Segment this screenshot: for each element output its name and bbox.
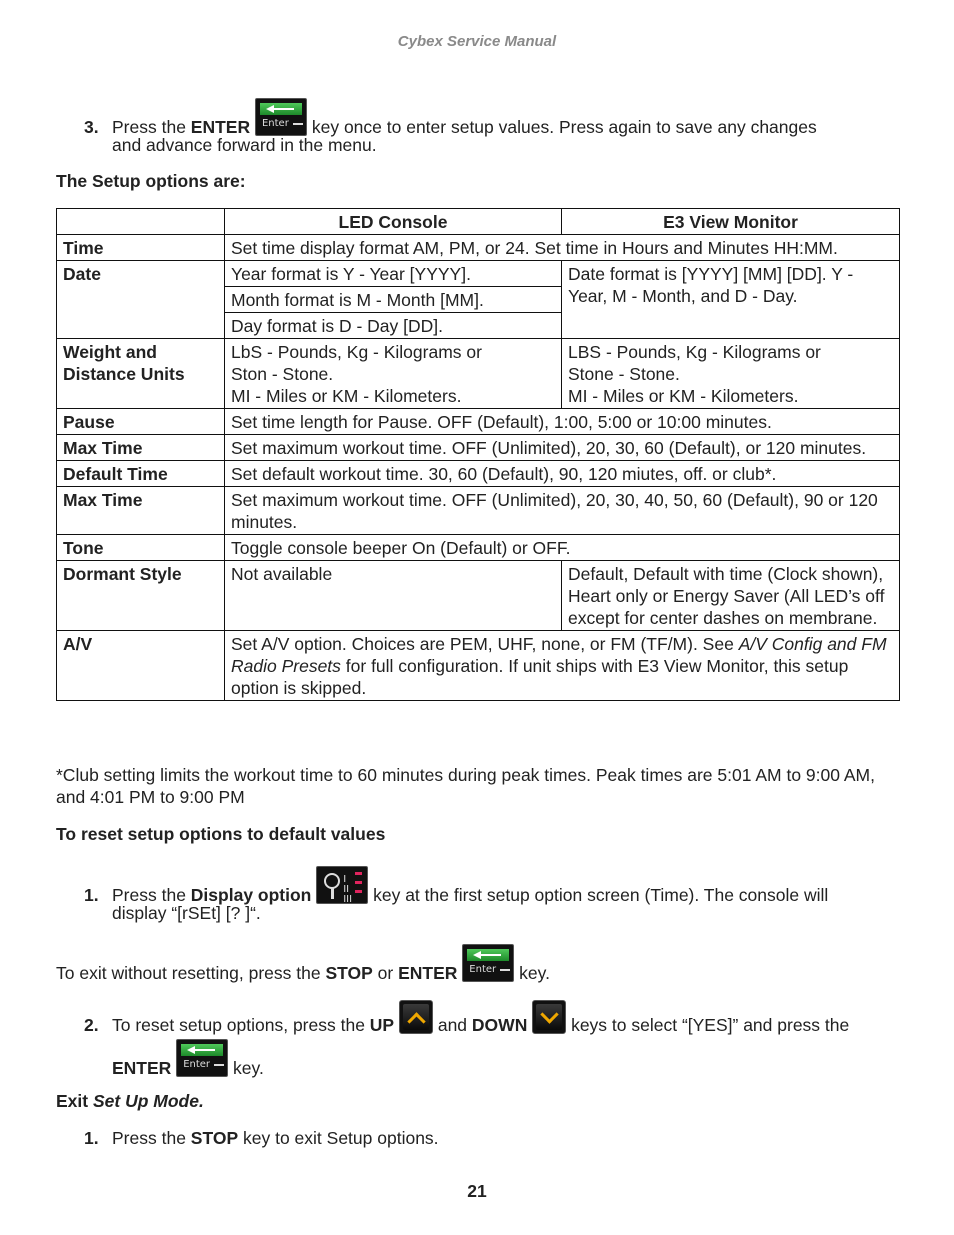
row-label: A/V — [57, 631, 225, 701]
weight-e3: LBS - Pounds, Kg - Kilograms or Stone - Stone. MI - Miles or KM - Kilometers. — [562, 339, 900, 409]
footnote: *Club setting limits the workout time to 60 minutes during peak times. Peak times are 5:01 AM to 9:00 AM, and 4:01 PM to 9:00 PM — [56, 765, 875, 807]
exit-setup-heading: Exit Set Up Mode. — [56, 1091, 204, 1111]
date-led-year: Year format is Y - Year [YYYY]. — [225, 261, 562, 287]
date-e3: Date format is [YYYY] [MM] [DD]. Y - Year, M - Month, and D - Day. — [562, 261, 900, 339]
down-arrow-key-icon — [532, 1000, 566, 1034]
date-led-day: Day format is D - Day [DD]. — [225, 313, 562, 339]
row-label: Dormant Style — [57, 561, 225, 631]
display-option-key-name: Display option — [190, 885, 312, 905]
reset-step-1: 1. Press the Display option I II III key at the first setup option screen (Time). The console will — [84, 866, 914, 906]
row-text: Set maximum workout time. OFF (Unlimited), 20, 30, 40, 50, 60 (Default), 90 or 120 minutes. — [225, 487, 900, 535]
reset-step-1-line2: display “[rSEt] [? ]“. — [112, 903, 261, 923]
row-text: Set A/V option. Choices are PEM, UHF, none, or FM (TF/M). See A/V Config and FM Radio Presets for full configuration. If unit ships with E3 View Monitor, this setup option is skipped. — [225, 631, 900, 701]
table-row-max-time-2 — [57, 487, 900, 535]
exit-step-1: 1. Press the STOP key to exit Setup options. — [84, 1128, 439, 1148]
dormant-e3: Default, Default with time (Clock shown), Heart only or Energy Saver (All LED’s off except for center dashes on membrane. — [562, 561, 900, 631]
setup-options-heading: The Setup options are: — [56, 171, 246, 191]
row-label: Tone — [57, 535, 225, 561]
up-key-name: UP — [369, 1015, 395, 1035]
row-text: Toggle console beeper On (Default) or OFF. — [225, 535, 900, 561]
reset-step-2-line2: ENTER Enter key. — [112, 1039, 264, 1079]
row-text: Set time length for Pause. OFF (Default), 1:00, 5:00 or 10:00 minutes. — [225, 409, 900, 435]
av-config-reference: A/V Config and FM Radio Presets — [231, 634, 887, 676]
step-number: 2. — [84, 1015, 99, 1035]
reset-heading: To reset setup options to default values — [56, 824, 386, 844]
display-option-key-icon: I II III — [316, 866, 368, 904]
table-header-row — [57, 209, 900, 235]
row-label: Default Time — [57, 461, 225, 487]
down-key-name: DOWN — [471, 1015, 528, 1035]
enter-key-name: ENTER — [398, 963, 458, 983]
step-3-line2: and advance forward in the menu. — [112, 135, 377, 155]
table-row-default-time — [57, 461, 900, 487]
table-row-date — [57, 261, 900, 287]
exit-without-reset: To exit without resetting, press the STOP or ENTER Enter key. — [56, 944, 886, 984]
table-header-led: LED Console — [225, 209, 562, 235]
enter-key-icon: Enter — [462, 944, 514, 982]
enter-key-icon: Enter — [176, 1039, 228, 1077]
enter-key-name: ENTER — [112, 1058, 172, 1078]
enter-key-icon: Enter — [255, 98, 307, 136]
step-3: 3. Press the ENTER Enter key once to enter setup values. Press again to save any changes — [84, 98, 904, 138]
table-row-max-time — [57, 435, 900, 461]
stop-key-name: STOP — [325, 963, 373, 983]
table-row-pause — [57, 409, 900, 435]
row-label: Time — [57, 235, 225, 261]
table-row-dormant-style — [57, 561, 900, 631]
row-text: Set time display format AM, PM, or 24. Set time in Hours and Minutes HH:MM. — [225, 235, 900, 261]
running-header: Cybex Service Manual — [397, 33, 557, 50]
row-label: Date — [57, 261, 225, 339]
row-label: Max Time — [57, 435, 225, 461]
table-row-weight — [57, 339, 900, 409]
dormant-led: Not available — [225, 561, 562, 631]
stop-key-name: STOP — [190, 1128, 239, 1148]
step-number: 1. — [84, 885, 99, 905]
table-header-blank — [57, 209, 225, 235]
row-label: Max Time — [57, 487, 225, 535]
row-text: Set default workout time. 30, 60 (Default), 90, 120 miutes, off. or club*. — [225, 461, 900, 487]
row-text: Set maximum workout time. OFF (Unlimited), 20, 30, 60 (Default), or 120 minutes. — [225, 435, 900, 461]
step-number: 1. — [84, 1128, 99, 1148]
row-label: Weight and Distance Units — [57, 339, 225, 409]
enter-key-name: ENTER — [190, 117, 251, 137]
date-led-month: Month format is M - Month [MM]. — [225, 287, 562, 313]
table-row-time — [57, 235, 900, 261]
step-number: 3. — [84, 117, 99, 137]
row-label: Pause — [57, 409, 225, 435]
up-arrow-key-icon — [399, 1000, 433, 1034]
table-row-av — [57, 631, 900, 701]
page-number: 21 — [467, 1181, 487, 1201]
setup-options-table — [56, 208, 900, 701]
table-row-tone — [57, 535, 900, 561]
table-header-e3: E3 View Monitor — [562, 209, 900, 235]
weight-led: LbS - Pounds, Kg - Kilograms or Ston - Stone. MI - Miles or KM - Kilometers. — [225, 339, 562, 409]
reset-step-2: 2. To reset setup options, press the UP and DOWN keys to select “[YES]” and press the — [84, 1000, 914, 1036]
